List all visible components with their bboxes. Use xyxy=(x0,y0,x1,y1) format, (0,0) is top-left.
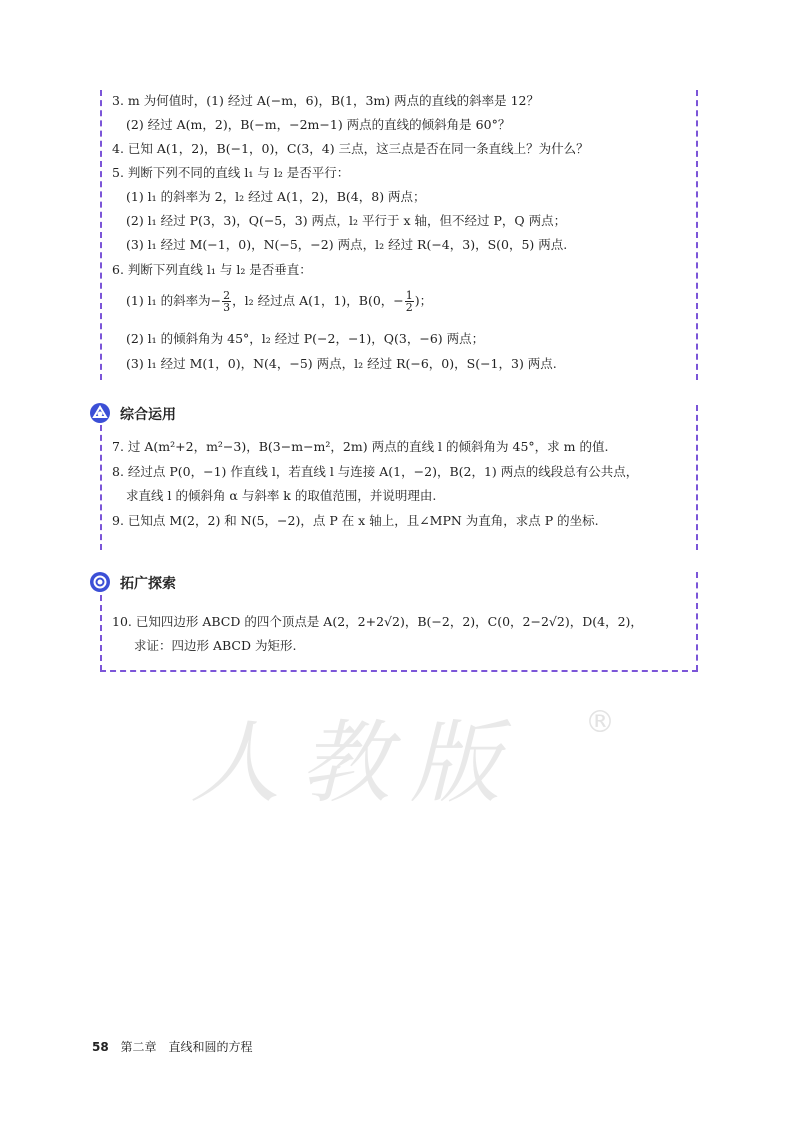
numerator: 2 xyxy=(223,289,231,302)
text: )； xyxy=(414,293,433,308)
denominator: 2 xyxy=(405,301,413,314)
denominator: 3 xyxy=(223,301,231,314)
publisher-watermark: 人教版 xyxy=(190,711,520,816)
box-bottom-border xyxy=(100,670,698,672)
exercise-line: 3. m 为何值时，(1) 经过 A(−m，6)，B(1，3m) 两点的直线的斜率是 12？ xyxy=(112,93,539,108)
section-icon xyxy=(89,402,111,424)
exercise-line: 6. 判断下列直线 l₁ 与 l₂ 是否垂直： xyxy=(112,262,312,277)
box-right-border xyxy=(696,90,698,380)
numerator: 1 xyxy=(405,289,413,302)
exercise-line-fraction xyxy=(126,290,432,313)
exercise-line: 求证：四边形 ABCD 为矩形. xyxy=(134,638,297,653)
fraction xyxy=(222,290,231,313)
exercise-line: (2) l₁ 经过 P(3，3)，Q(−5，3) 两点，l₂ 平行于 x 轴，但不经过 P，Q 两点； xyxy=(126,213,567,228)
box-right-border xyxy=(696,572,698,671)
box-left-border xyxy=(100,425,102,550)
text: ，l₂ 经过点 A(1，1)，B(0，− xyxy=(232,293,404,308)
box-right-border xyxy=(696,405,698,550)
section-heading: 综合运用 xyxy=(120,407,176,423)
exercise-line: 5. 判断下列不同的直线 l₁ 与 l₂ 是否平行： xyxy=(112,165,350,180)
exercise-line: (3) l₁ 经过 M(−1，0)，N(−5，−2) 两点，l₂ 经过 R(−4，3)，S(0，5) 两点. xyxy=(126,237,568,252)
exercise-line: 10. 已知四边形 ABCD 的四个顶点是 A(2，2+2√2)，B(−2，2)，C(0，2−2√2)，D(4，2)， xyxy=(112,614,643,629)
exercise-line: (2) 经过 A(m，2)，B(−m，−2m−1) 两点的直线的倾斜角是 60°？ xyxy=(126,117,511,132)
chapter-title: 第二章 直线和圆的方程 xyxy=(120,1040,253,1054)
page-footer xyxy=(92,1038,253,1055)
registered-mark: ® xyxy=(585,705,615,740)
exercise-line: 7. 过 A(m²+2，m²−3)，B(3−m−m²，2m) 两点的直线 l 的倾斜角为 45°，求 m 的值. xyxy=(112,439,609,454)
section-icon xyxy=(89,571,111,593)
exercise-line: (2) l₁ 的倾斜角为 45°，l₂ 经过 P(−2，−1)，Q(3，−6) 两点； xyxy=(126,331,485,346)
box-left-border xyxy=(100,90,102,380)
text: (1) l₁ 的斜率为− xyxy=(126,293,222,308)
exercise-line: 8. 经过点 P(0，−1) 作直线 l，若直线 l 与连接 A(1，−2)，B(2，1) 两点的线段总有公共点， xyxy=(112,464,639,479)
page-number: 58 xyxy=(92,1040,109,1054)
exercise-line: (3) l₁ 经过 M(1，0)，N(4，−5) 两点，l₂ 经过 R(−6，0)，S(−1，3) 两点. xyxy=(126,356,557,371)
exercise-line: 9. 已知点 M(2，2) 和 N(5，−2)，点 P 在 x 轴上，且∠MPN 为直角，求点 P 的坐标. xyxy=(112,513,599,528)
exercise-line: 求直线 l 的倾斜角 α 与斜率 k 的取值范围，并说明理由. xyxy=(126,488,437,503)
exercise-line: 4. 已知 A(1，2)，B(−1，0)，C(3，4) 三点，这三点是否在同一条直线上？为什么？ xyxy=(112,141,589,156)
section-heading: 拓广探索 xyxy=(120,576,176,592)
fraction xyxy=(405,290,414,313)
box-left-border xyxy=(100,595,102,671)
exercise-line: (1) l₁ 的斜率为 2，l₂ 经过 A(1，2)，B(4，8) 两点； xyxy=(126,189,426,204)
